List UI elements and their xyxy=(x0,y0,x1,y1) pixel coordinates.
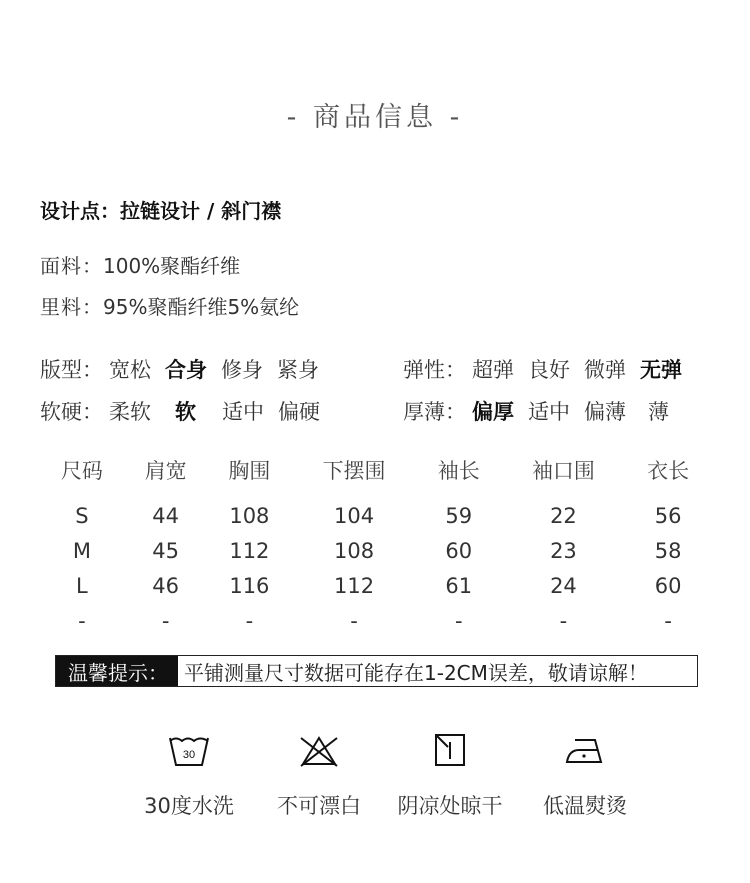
table-cell: 60 xyxy=(654,573,682,598)
table-cell: 61 xyxy=(445,573,473,598)
lining-fabric xyxy=(40,291,299,320)
table-cell: - xyxy=(559,608,568,633)
thickness-option: 偏薄 xyxy=(584,400,626,424)
table-cell: 112 xyxy=(229,538,270,563)
elasticity-option: 无弹 xyxy=(640,358,682,382)
care-label: 低温熨烫 xyxy=(543,794,627,818)
notice-label: 温馨提示： xyxy=(56,656,178,686)
column-header: 尺码 xyxy=(60,459,103,483)
table-cell: 22 xyxy=(550,503,577,528)
softness-option: 偏硬 xyxy=(278,400,320,424)
table-row xyxy=(40,533,710,568)
shade-dry-icon xyxy=(385,732,515,768)
table-cell: 60 xyxy=(445,538,473,563)
low-iron-icon xyxy=(520,732,650,768)
table-cell: 44 xyxy=(152,503,179,528)
column-header: 袖口围 xyxy=(531,459,595,483)
lining-fabric-label: 里料： xyxy=(40,295,103,319)
column-header: 衣长 xyxy=(647,459,690,483)
table-cell: L xyxy=(76,573,88,598)
table-cell: - xyxy=(78,608,86,633)
thickness-option: 适中 xyxy=(528,400,570,424)
wash-30-icon xyxy=(124,732,254,768)
table-cell: 108 xyxy=(334,538,375,563)
column-header: 袖长 xyxy=(437,459,480,483)
size-table-header xyxy=(40,452,710,488)
table-cell: M xyxy=(72,538,91,563)
softness-option: 适中 xyxy=(222,400,264,424)
thickness-option: 薄 xyxy=(648,400,669,424)
design-point: 设计点：拉链设计 / 斜门襟 xyxy=(40,199,282,223)
fit-option: 紧身 xyxy=(277,358,319,382)
measurement-notice xyxy=(55,655,698,687)
table-cell: 24 xyxy=(550,573,577,598)
elasticity-attribute xyxy=(403,354,696,384)
column-header: 胸围 xyxy=(228,459,271,483)
table-cell: S xyxy=(75,503,89,528)
elasticity-option: 超弹 xyxy=(472,358,514,382)
table-cell: 46 xyxy=(152,573,179,598)
softness-attribute xyxy=(40,396,334,426)
table-row xyxy=(40,603,710,638)
table-cell: 59 xyxy=(445,503,473,528)
table-cell: 45 xyxy=(152,538,179,563)
table-cell: 108 xyxy=(229,503,270,528)
table-row xyxy=(40,498,710,533)
elasticity-label: 弹性： xyxy=(403,358,466,382)
fit-option: 宽松 xyxy=(109,358,151,382)
elasticity-option: 微弹 xyxy=(584,358,626,382)
shell-fabric-label: 面料： xyxy=(40,254,103,278)
softness-option: 柔软 xyxy=(109,400,151,424)
care-wash xyxy=(124,732,254,820)
table-cell: 104 xyxy=(334,503,375,528)
fit-option: 合身 xyxy=(165,358,207,382)
no-bleach-icon xyxy=(254,732,384,768)
column-header: 下摆围 xyxy=(322,459,386,483)
care-no-bleach xyxy=(254,732,384,820)
table-cell: 112 xyxy=(334,573,375,598)
table-cell: 56 xyxy=(654,503,682,528)
notice-text: 平铺测量尺寸数据可能存在1-2CM误差，敬请谅解！ xyxy=(184,660,648,685)
table-cell: 58 xyxy=(654,538,682,563)
table-cell: - xyxy=(161,608,170,633)
softness-label: 软硬： xyxy=(40,400,103,424)
section-title: - 商品信息 - xyxy=(286,102,464,133)
table-cell: - xyxy=(350,608,358,633)
table-cell: - xyxy=(245,608,254,633)
care-label: 30度水洗 xyxy=(144,794,234,818)
care-shade-dry xyxy=(385,732,515,820)
elasticity-option: 良好 xyxy=(528,358,570,382)
softness-option: 软 xyxy=(175,400,196,424)
thickness-attribute xyxy=(403,396,683,426)
care-label: 不可漂白 xyxy=(277,794,361,818)
care-label: 阴凉处晾干 xyxy=(397,794,503,818)
table-cell: 116 xyxy=(229,573,270,598)
table-cell: - xyxy=(664,608,672,633)
thickness-label: 厚薄： xyxy=(403,400,466,424)
size-table xyxy=(40,452,710,638)
table-row xyxy=(40,568,710,603)
fit-attribute xyxy=(40,354,333,384)
fit-label: 版型： xyxy=(40,358,103,382)
table-cell: - xyxy=(454,608,463,633)
thickness-option: 偏厚 xyxy=(472,400,514,424)
shell-fabric xyxy=(40,250,240,279)
wash-temperature-text: 30 xyxy=(182,749,196,761)
fit-option: 修身 xyxy=(221,358,263,382)
column-header: 肩宽 xyxy=(144,459,187,483)
table-cell: 23 xyxy=(550,538,577,563)
shell-fabric-value: 100%聚酯纤维 xyxy=(103,254,241,278)
care-low-iron xyxy=(520,732,650,820)
lining-fabric-value: 95%聚酯纤维5%氨纶 xyxy=(103,295,300,319)
